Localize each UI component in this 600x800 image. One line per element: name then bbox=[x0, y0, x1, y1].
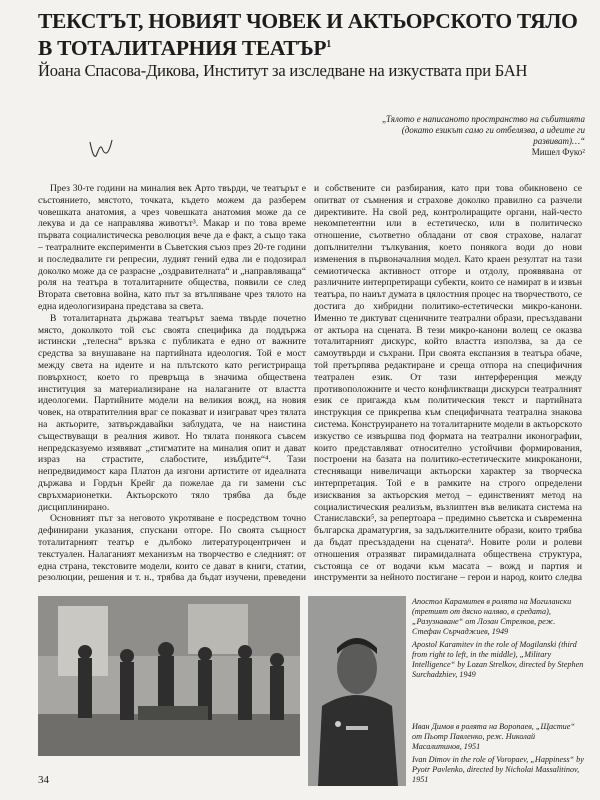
epigraph-text: „Тялото е написаното пространство на събитията (докато езикът само ги отбелязва, а идеите ги развиват)…“ bbox=[381, 114, 585, 146]
caption-en: Ivan Dimov in the role of Voropaev, „Happiness“ by Pyotr Pavlenko, directed by Nicholai Massalitinov, 1951 bbox=[412, 755, 584, 784]
body-column-left bbox=[38, 183, 306, 585]
paragraph: Основният път за неговото укротяване е посредством точно дефинирани указания, спускани отгоре. По своята същност тоталитарният театър е дълбоко литературоцентричен и текстуален. Налаганият механизъм на творчество е следният: от една страна, текстовите модели, които се дават в книги, статии, резолюции, решения и т. н., трябва да бъдат изучени, преведени bbox=[38, 513, 306, 584]
author-line: Йоана Спасова-Дикова, Институт за изследване на изкуствата при БАН bbox=[38, 61, 528, 80]
footnote-ref: 1 bbox=[326, 39, 331, 50]
epigraph bbox=[365, 114, 585, 158]
stage-photo-group bbox=[38, 596, 300, 756]
epigraph-source: Мишел Фуко² bbox=[531, 147, 585, 157]
caption-en: Apostol Karamitev in the role of Mogilanski (third from right to left, in the middle), „Military Intelligence“ by Lozan Strelkov, directed by Stephen Surchadzhiev, 1949 bbox=[412, 640, 584, 679]
photo-caption bbox=[412, 597, 586, 683]
paragraph: През 30-те години на миналия век Арто твърди, че театърът е състоянието, мястото, точката, където можем да разберем човешката анатомия, а чрез човешката анатомия може да се лекува и да се направлява животът³. Макар и по това време първата социалистическа революция вече да е факт, а също така – театралните експерименти в Съветския съюз през 20-те години и последвалите ги репресии, лудият гений едва ли е подозирал доколко може да се разрасне „оздравителната“ и „направляваща“ роля на театъра в тоталитарните общества, появили се след Втората световна война, като път за втълпяване чрез тялото на една идеологизирана представа за света. bbox=[38, 183, 306, 312]
article-title: ТЕКСТЪТ, НОВИЯТ ЧОВЕК И АКТЬОРСКОТО ТЯЛО В ТОТАЛИТАРНИЯ ТЕАТЪР$^1$ bbox=[38, 9, 578, 61]
handwritten-mark-icon bbox=[88, 138, 114, 162]
paragraph: В тоталитарната държава театърът заема твърде почетно място, доколкото той със своята специфика да поддържа истински „телесна“ връзка с публиката е едно от важните средства за внушаване на партийната идеология. Той е мост между света на идеите и на плътското като регистрираща повърхност, което го превръща в значима обществена институция за материализиране на налаганите от властта идеологеми. Партийните модели на великия вожд, на новия човек, на отвратителния враг се показват и изиграват чрез тялата на актьорите, затвърждавайки заблудата, че на наистина съществуващи в реалния живот. Но тялата понякога съвсем непредсказуемо изявяват „стигматите на миналия опит и дават израз на страстите, слабостите, изъбдите“⁴. Тази непредвидимост кара Платон да изгони артистите от идеалната държава и Гордън Крейг да пожелае да ги замени със свръхмарионетки. Актьорското тяло трябва да бъде дисциплинирано. bbox=[38, 312, 306, 513]
page-number: 34 bbox=[38, 774, 49, 786]
photo-caption bbox=[412, 722, 586, 788]
paragraph: и собствените си разбирания, като при това обикновено се опитват от съмнения и страхове доколко правилно са разчели директивите. На свой ред, контролиращите органи, най-често некомпетентни или в естетическо, или в политическо отношение, съответно обладани от своя страхове, налагат допълнителни тълкувания, което понякога води до нови изменения в първоначалния модел. Като краен резултат на тази семиотическа активност отгоре и отдолу, проявявана от различните интерпретиращи субекти, които се намират в и извън театъра, по наиът думата в цялостния процес на творчеството, се достига до хибридни политико-естетически микро-канони. Именно те диктуват сценичните театрални образи, пресъздавани от актьора на сцената. В тези микро-канони волещ се оказва тоталитарният дискурс, който властта използва, за да се самоутвърди и съхрани. При своята експанзия в театъра обаче, той претърпява редактиране и среща отпора на специфичния театрален език. От тази интерференция между противоположните и често конфликтващи дискурси театралният език се пригажда към политическия текст и партийната инструкция се прикрепва към специфичната театрална знакова система. Конструирането на тоталитарните модели в актьорското изкуство се извършва под формата на театрални иконографии, които представляват относително устойчиви формирования, построени на базата на политико-естетическите микроканони, стесняващи нивеличащи актьорски характер за творческа интерпретация. Той е в рамките на строго определени изисквания за актьорския метод – единственият метод на социалистическия реализъм, възлиптен във великата система на Станиславски⁵, за репертоара – предимно съветска и съвременна българска драматургия, за задължителните образи, които трябва да бъдат пресъздадени на сцената⁶. Новите роли и ролеви отношения отразяват пирамидалната обществена структура, състояща се от водачи към масата – вожд и партия и инструменти за нейното постигане – герои и народ, които следва bbox=[314, 183, 582, 584]
caption-bg: Апостол Карамитев в ролята на Могилански (третият от дясно наляво, в средата), „Разузнаване“ от Лозан Стрелков, реж. Стефан Сърчаджиев, 1949 bbox=[412, 597, 572, 636]
portrait-photo bbox=[308, 596, 406, 786]
caption-bg: Иван Димов в ролята на Воропаев, „Щастие“ от Пьотр Павленко, реж. Николай Масалитинов, 1951 bbox=[412, 722, 575, 751]
body-column-right bbox=[314, 183, 582, 585]
